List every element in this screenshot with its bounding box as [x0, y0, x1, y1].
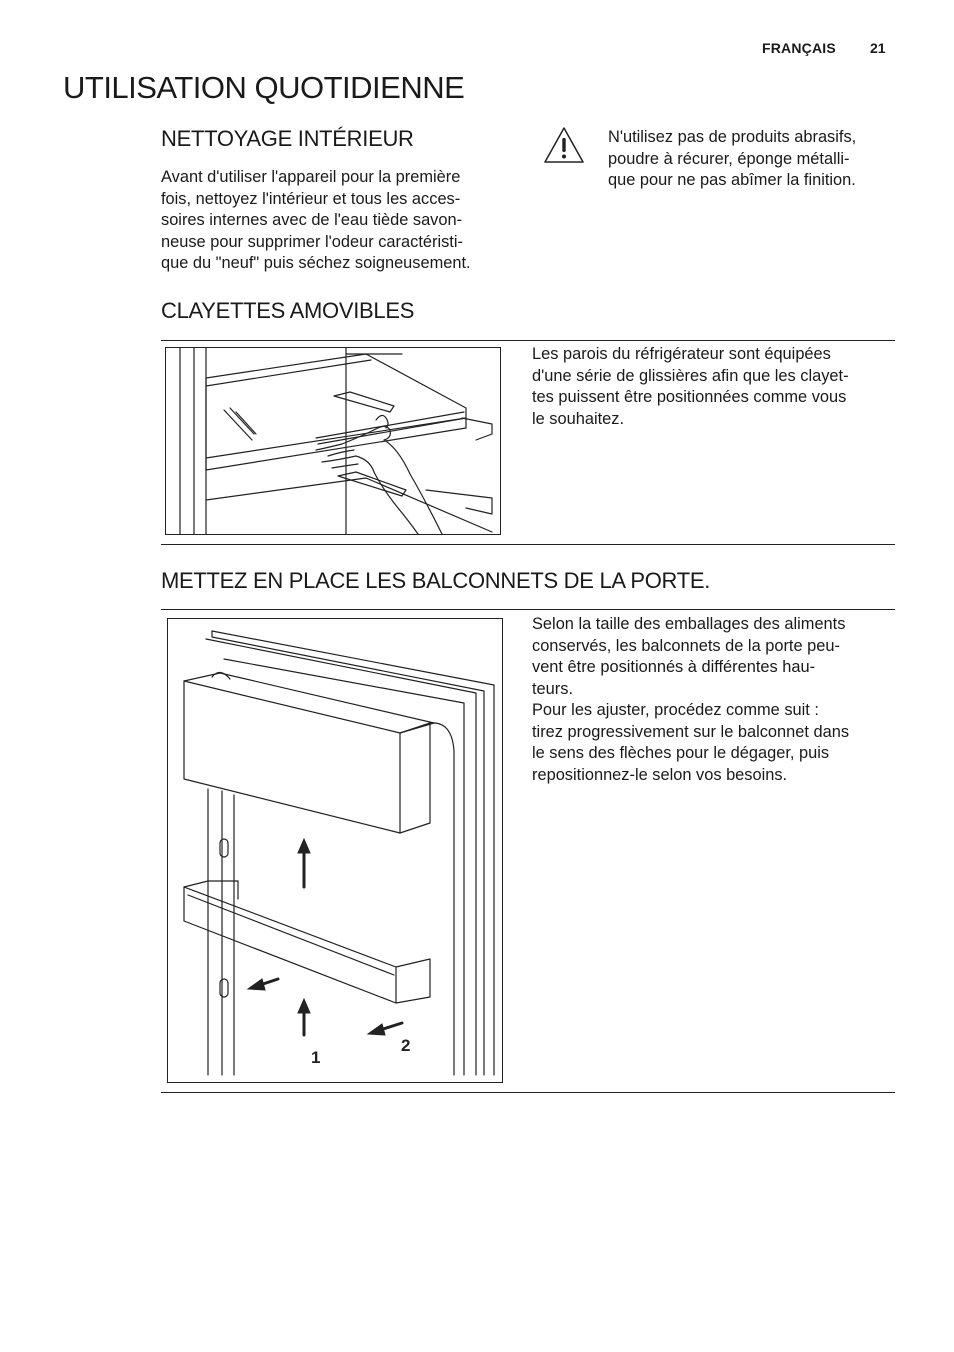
shelves-paragraph — [532, 344, 849, 430]
section-title-cleaning: NETTOYAGE INTÉRIEUR — [161, 126, 414, 151]
header-language: FRANÇAIS — [762, 40, 836, 56]
section-title-shelves: CLAYETTES AMOVIBLES — [161, 298, 415, 323]
section-divider — [161, 1092, 895, 1093]
door-line: repositionnez-le selon vos besoins. — [532, 765, 788, 784]
warning-line: que pour ne pas abîmer la finition. — [608, 171, 856, 189]
page-title: UTILISATION QUOTIDIENNE — [63, 70, 465, 105]
door-line: Selon la taille des emballages des aliments — [532, 615, 846, 633]
shelves-line: le souhaitez. — [532, 409, 625, 428]
door-balcony-illustration — [167, 618, 503, 1083]
door-line: le sens des flèches pour le dégager, puis — [532, 744, 830, 762]
section-divider — [161, 340, 895, 341]
door-line: Pour les ajuster, procédez comme suit : — [532, 701, 819, 719]
cleaning-line: neuse pour supprimer l'odeur caractéristi- — [161, 232, 463, 251]
cleaning-paragraph — [161, 167, 471, 275]
section-divider — [161, 609, 895, 610]
figure-label-1: 1 — [311, 1048, 321, 1067]
door-line: conservés, les balconnets de la porte peu- — [532, 636, 840, 655]
shelves-line: tes puissent être positionnées comme vous — [532, 388, 847, 406]
warning-line: poudre à récurer, éponge métalli- — [608, 149, 850, 168]
cleaning-line: fois, nettoyez l'intérieur et tous les acces- — [161, 189, 461, 208]
shelves-line: d'une série de glissières afin que les clayet- — [532, 366, 849, 385]
section-divider — [161, 544, 895, 545]
page-number: 21 — [870, 40, 886, 56]
cleaning-line: Avant d'utiliser l'appareil pour la première — [161, 168, 461, 186]
shelves-line: Les parois du réfrigérateur sont équipées — [532, 345, 831, 363]
section-title-door: METTEZ EN PLACE LES BALCONNETS DE LA PORTE. — [161, 568, 711, 593]
cleaning-line: soires internes avec de l'eau tiède savon- — [161, 211, 463, 229]
warning-line: N'utilisez pas de produits abrasifs, — [608, 128, 857, 146]
cleaning-line: que du "neuf" puis séchez soigneusement. — [161, 254, 471, 272]
figure-label-2: 2 — [401, 1036, 411, 1055]
shelf-illustration — [165, 347, 501, 535]
warning-triangle-icon — [543, 126, 585, 169]
door-line: teurs. — [532, 679, 573, 698]
door-line: tirez progressivement sur le balconnet dans — [532, 722, 850, 741]
door-paragraph — [532, 614, 849, 786]
warning-text — [608, 127, 856, 192]
door-line: vent être positionnés à différentes hau- — [532, 658, 816, 676]
